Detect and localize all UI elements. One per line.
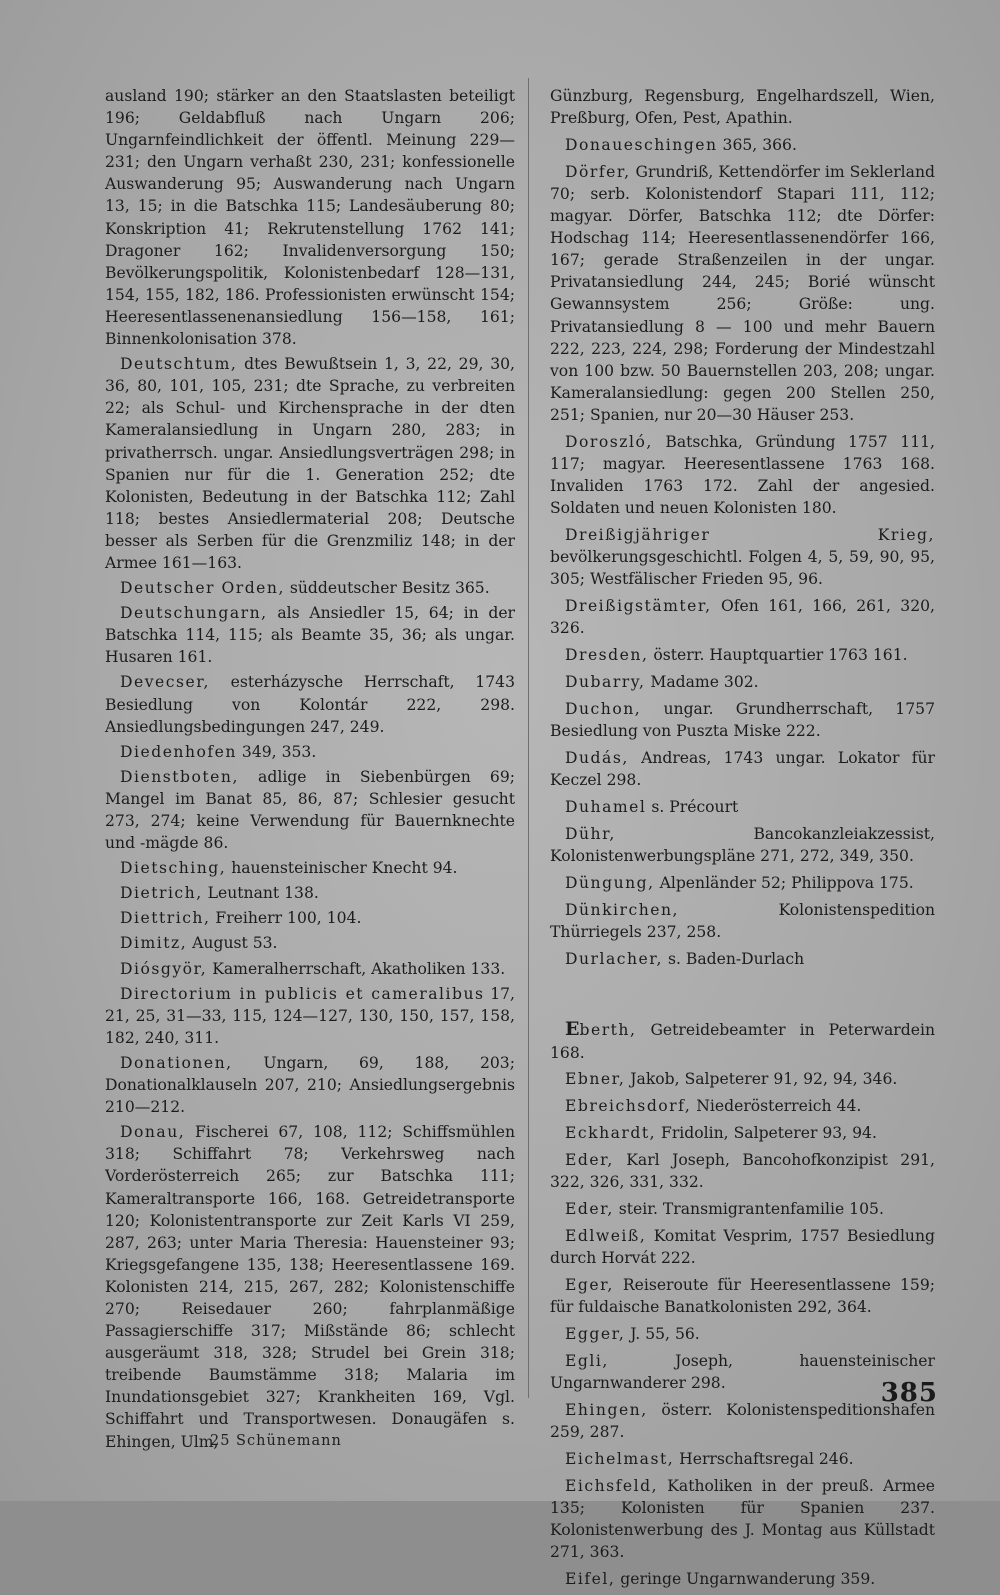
index-entry <box>550 671 935 693</box>
index-headword: Dörfer, <box>565 162 631 181</box>
index-entry <box>550 1475 935 1563</box>
index-entry-text: Reiseroute für Heeresentlassene 159; für fuldaische Banatkolonisten 292, 364. <box>550 1275 935 1317</box>
index-entry <box>105 353 515 574</box>
index-headword <box>565 1018 637 1041</box>
index-entry <box>550 1018 935 1063</box>
index-entry <box>550 85 935 129</box>
index-entry-text: Günzburg, Regensburg, Engelhardszell, Wien, Preßburg, Ofen, Pest, Apathin. <box>550 87 935 128</box>
index-entry-text: Fridolin, Salpeterer 93, 94. <box>656 1124 877 1143</box>
index-headword: Dünkirchen, <box>565 900 679 919</box>
index-entry-text: hauensteinischer Knecht 94. <box>226 859 458 878</box>
index-entry <box>550 1274 935 1318</box>
index-headword: Egger, <box>565 1324 626 1343</box>
index-entry <box>550 823 935 867</box>
index-entry-text: 17, 21, 25, 31—33, 115, 124—127, 130, 150, 157, 158, 182, 240, 311. <box>105 984 515 1047</box>
index-entry-text: s. Précourt <box>646 797 739 816</box>
index-entry-text: süddeutscher Besitz 365. <box>284 579 490 598</box>
index-entry-text: Niederösterreich 44. <box>691 1097 862 1116</box>
index-headword: Eder, <box>565 1151 614 1170</box>
letter-section-gap <box>550 974 935 1018</box>
index-headword: Eichelmast, <box>565 1449 675 1468</box>
index-entry-text: Fischerei 67, 108, 112; Schiffsmühlen 318; Schiffahrt 78; Verkehrsweg nach Vorderösterreich 265; zur Batschka 111; Kameraltransporte 166, 168. Getreidetransporte 120; Kolonistentransporte zur Zeit Karls VI 259, 287, 263; unter Maria Theresia: Hauensteiner 93; Kriegsgefangene 135, 138; Heeresentlassene 169. Kolonisten 214, 215, 267, 282; Kolonistenschiffe 270; Reisedauer 260; fahrplanmäßige Passagierschiffe 317; Mißstände 86; schlecht ausgeräumt 318, 328; Strudel bei Grein 318; treibende Baumstämme 318; Malaria im Inundationsgebiet 327; Krankheiten 169, Vgl. Schiffahrt und Transportwesen. Donaugäfen s. Ehingen, Ulm, <box>105 1123 515 1451</box>
index-entry <box>105 983 515 1049</box>
index-entry-text: Batschka, Gründung 1757 111, 117; magyar. Heeresentlassene 1763 168. Invaliden 1763 172. Zahl der angesied. Soldaten und neuen Kolonisten 180. <box>550 432 935 518</box>
index-entry <box>105 1121 515 1452</box>
index-entry-text: J. 55, 56. <box>625 1324 700 1343</box>
index-headword: Dreißigjähriger Krieg, <box>565 525 935 544</box>
index-entry <box>550 796 935 818</box>
index-headword: Diósgyör, <box>120 959 208 978</box>
index-entry-text: Andreas, 1743 ungar. Lokator für Keczel 298. <box>550 748 935 789</box>
index-entry <box>105 882 515 904</box>
index-entry-text: bevölkerungsgeschichtl. Folgen 4, 5, 59, 90, 95, 305; Westfälischer Frieden 95, 96. <box>550 548 935 589</box>
index-entry <box>550 698 935 742</box>
index-headword: Ehingen, <box>565 1400 648 1419</box>
index-headword: Dühr, <box>565 824 616 843</box>
section-initial: E <box>565 1018 580 1041</box>
index-entry-text: als Ansiedler 15, 64; in der Batschka 114, 115; als Beamte 35, 36; als ungar. Husaren 161. <box>105 604 515 667</box>
index-entry <box>550 1149 935 1193</box>
index-headword: Durlacher, <box>565 949 663 968</box>
index-headword: Doroszló, <box>565 432 653 451</box>
index-headword: Devecser, <box>120 673 210 692</box>
index-entry <box>550 1399 935 1443</box>
index-headword: Diettrich, <box>120 909 211 928</box>
column-divider <box>528 78 529 1398</box>
printer-signature: 25 Schünemann <box>210 1433 342 1449</box>
index-headword: Dudás, <box>565 748 629 767</box>
index-entry-text: österr. Kolonistenspeditionshafen 259, 287. <box>550 1400 935 1441</box>
index-entry <box>105 741 515 763</box>
index-entry-text: Freiherr 100, 104. <box>210 909 362 928</box>
index-column-left <box>105 85 515 1456</box>
index-entry-text: Grundriß, Kettendörfer im Seklerland 70; serb. Kolonistendorf Stapari 111, 112; magyar. Dörfer, Batschka 112; dte Dörfer: Hodschag 114; Heeresentlassenendörfer 166, 167; gerade Straßenzeilen in der ungar. Privatansiedlung 244, 245; Borié wünscht Gewannsystem 256; Größe: ung. Privatansiedlung 8 — 100 und mehr Bauern 222, 223, 224, 298; Forderung der Mindestzahl von 100 bzw. 50 Bauernstellen 203, 208; ungar. Kameralansiedlung: gegen 200 Stellen 250, 251; Spanien, nur 20—30 Häuser 253. <box>550 162 935 424</box>
index-headword: Deutscher Orden, <box>120 579 285 598</box>
index-entry <box>550 747 935 791</box>
index-headword: Dreißigstämter, <box>565 597 712 616</box>
index-entry-text: 349, 353. <box>236 742 317 761</box>
index-entry-text: Katholiken in der preuß. Armee 135; Kolonisten für Spanien 237. Kolonistenwerbung des J. Montag aus Küllstadt 271, 363. <box>550 1476 935 1561</box>
index-entry <box>550 1122 935 1144</box>
index-headword: Ebreichsdorf, <box>565 1097 692 1116</box>
index-headword: Dienstboten, <box>120 767 239 786</box>
index-headword: Duhamel <box>565 797 647 816</box>
index-entry-text: Kolonistenspedition Thürriegels 237, 258. <box>550 900 935 941</box>
index-entry-text: Kameralherrschaft, Akatholiken 133. <box>207 959 506 978</box>
index-entry <box>550 1198 935 1220</box>
index-headword: Dubarry, <box>565 672 646 691</box>
index-entry-text: dtes Bewußtsein 1, 3, 22, 29, 30, 36, 80, 101, 105, 231; dte Sprache, zu verbreiten 22; als Schul- und Kirchensprache in der dten Kameralansiedlung in Ungarn 280, 283; in privatherrsch. ungar. Ansiedlungsverträgen 298; in Spanien nur für die 1. Generation 252; dte Kolonisten, Bedeutung in der Batschka 112; Zahl 118; bestes Ansiedlermaterial 208; Deutsche besser als Serben für die Grenzmiliz 148; in der Armee 161—163. <box>105 355 515 572</box>
index-entry <box>550 1225 935 1269</box>
index-entry-text: Joseph, hauensteinischer Ungarnwanderer 298. <box>550 1351 935 1392</box>
index-entry <box>105 958 515 980</box>
index-headword: Duchon, <box>565 699 642 718</box>
index-entry <box>105 85 515 350</box>
index-entry <box>105 857 515 879</box>
index-entry-text: steir. Transmigrantenfamilie 105. <box>613 1200 884 1219</box>
index-entry <box>550 1095 935 1117</box>
index-entry <box>550 134 935 156</box>
index-headword: Egli, <box>565 1351 609 1370</box>
index-entry-text: August 53. <box>187 934 278 953</box>
index-headword: Eichsfeld, <box>565 1476 659 1495</box>
index-headword: Ebner, <box>565 1070 626 1089</box>
index-entry-text: österr. Hauptquartier 1763 161. <box>648 646 908 665</box>
index-entry-text: 365, 366. <box>717 135 797 154</box>
index-headword: Donaueschingen <box>565 135 718 154</box>
index-entry <box>550 524 935 590</box>
index-entry <box>550 872 935 894</box>
index-headword: Düngung, <box>565 873 655 892</box>
index-entry-text: Ungarn, 69, 188, 203; Donationalklauseln 207, 210; Ansiedlungsergebnis 210—212. <box>105 1053 515 1117</box>
index-headword-rest: berth, <box>579 1021 637 1040</box>
index-entry <box>550 899 935 943</box>
index-entry-text: s. Baden-Durlach <box>663 949 805 968</box>
index-entry <box>550 948 935 970</box>
index-entry-text: Getreidebeamter in Peterwardein 168. <box>550 1021 935 1062</box>
index-entry-text: ausland 190; stärker an den Staatslasten beteiligt 196; Geldabfluß nach Ungarn 206; Ungarnfeindlichkeit der öffentl. Meinung 229—231; den Ungarn verhaßt 230, 231; konfessionelle Auswanderung 95; Auswanderung nach Ungarn 13, 15; in die Batschka 115; Landesäuberung 80; Konskription 41; Rekrutenstellung 1762 141; Dragoner 162; Invalidenversorgung 150; Bevölkerungspolitik, Kolonistenbedarf 128—131, 154, 155, 182, 186. Professionisten erwünscht 154; Heeresentlassenenansiedlung 156—158, 161; Binnenkolonisation 378. <box>105 87 515 349</box>
index-entry-text: Ofen 161, 166, 261, 320, 326. <box>550 597 935 638</box>
index-entry <box>550 595 935 639</box>
index-entry-text: Bancokanzleiakzessist, Kolonistenwerbungspläne 271, 272, 349, 350. <box>550 824 935 865</box>
index-headword: Dresden, <box>565 646 649 665</box>
index-entry-text: esterházysche Herrschaft, 1743 Besiedlung von Kolontár 222, 298. Ansiedlungsbedingungen 247, 249. <box>105 673 515 736</box>
index-headword: Donau, <box>120 1123 186 1142</box>
index-entry <box>550 1323 935 1345</box>
index-headword: Dietsching, <box>120 859 227 878</box>
index-entry <box>105 766 515 854</box>
index-headword: Eifel, <box>565 1569 616 1588</box>
index-entry-text: Karl Joseph, Bancohofkonzipist 291, 322, 326, 331, 332. <box>550 1151 935 1192</box>
index-headword: Directorium in publicis et cameralibus <box>120 984 485 1003</box>
index-entry-text: Leutnant 138. <box>202 884 319 903</box>
index-headword: Dietrich, <box>120 884 203 903</box>
index-entry <box>105 577 515 599</box>
index-headword: Eger, <box>565 1275 614 1294</box>
index-entry <box>105 671 515 737</box>
index-entry <box>105 602 515 668</box>
page-number: 385 <box>880 1378 938 1408</box>
index-headword: Diedenhofen <box>120 742 237 761</box>
index-headword: Eckhardt, <box>565 1124 657 1143</box>
index-entry-text: adlige in Siebenbürgen 69; Mangel im Banat 85, 86, 87; Schlesier gesucht 273, 274; keine Verwendung für Bauernknechte und -mägde 86. <box>105 767 515 853</box>
index-entry <box>105 907 515 929</box>
index-entry <box>550 644 935 666</box>
index-entry-text: Alpenländer 52; Philippova 175. <box>654 873 914 892</box>
index-entry <box>550 1350 935 1394</box>
index-entry <box>550 1068 935 1090</box>
index-entry <box>550 1448 935 1470</box>
index-headword: Deutschungarn, <box>120 604 268 623</box>
index-entry-text: Komitat Vesprim, 1757 Besiedlung durch Horvát 222. <box>550 1226 935 1268</box>
index-entry <box>105 1052 515 1118</box>
index-entry-text: Herrschaftsregal 246. <box>674 1449 854 1468</box>
index-entry <box>550 1568 935 1590</box>
index-column-right <box>550 85 935 1595</box>
index-entry <box>105 932 515 954</box>
index-headword: Edlweiß, <box>565 1226 647 1245</box>
index-entry-text: Madame 302. <box>645 672 759 691</box>
index-entry-text: Jakob, Salpeterer 91, 92, 94, 346. <box>625 1070 898 1089</box>
index-headword: Deutschtum, <box>120 355 238 374</box>
index-entry-text: geringe Ungarnwanderung 359. <box>615 1569 876 1588</box>
index-entry-text: ungar. Grundherrschaft, 1757 Besiedlung von Puszta Miske 222. <box>550 699 935 740</box>
index-entry <box>550 431 935 519</box>
index-headword: Donationen, <box>120 1053 233 1072</box>
index-headword: Dimitz, <box>120 934 188 953</box>
index-headword: Eder, <box>565 1200 614 1219</box>
index-entry <box>550 161 935 426</box>
